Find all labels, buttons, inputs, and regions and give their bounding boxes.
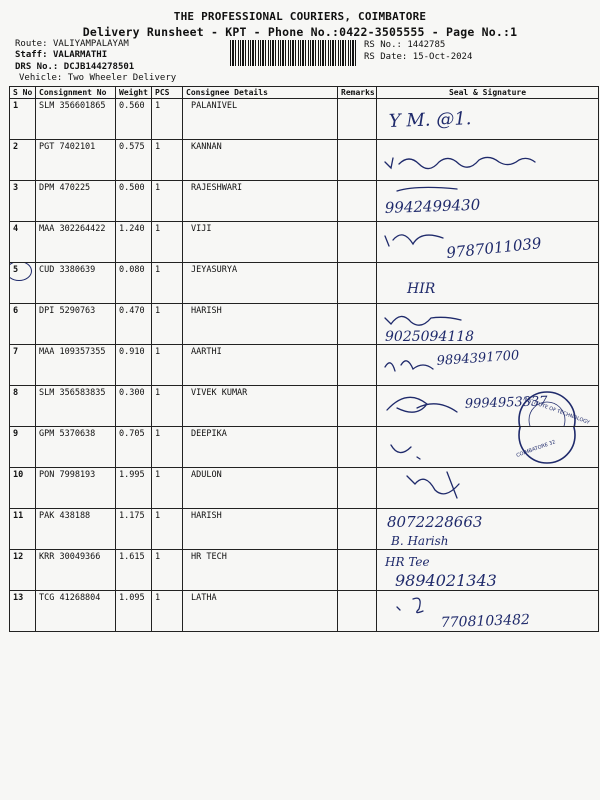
- sno-cell: 11: [10, 509, 36, 550]
- scribble-mark: [391, 445, 420, 459]
- consignment-cell: PAK 438188: [36, 509, 116, 550]
- handwritten-text: 7708103482: [440, 611, 531, 631]
- signature-cell: [377, 550, 599, 591]
- remarks-cell: [338, 468, 377, 509]
- rs-no-line: [364, 40, 445, 50]
- pcs-cell: 1: [152, 140, 183, 181]
- sno-cell: 5: [10, 263, 36, 304]
- handwritten-text: 9894391700: [436, 348, 520, 369]
- sno-cell: 7: [10, 345, 36, 386]
- rs-date-value: 15-Oct-2024: [412, 52, 473, 62]
- consignee-cell: VIVEK KUMAR: [183, 386, 338, 427]
- pcs-cell: 1: [152, 591, 183, 632]
- table-row: [10, 386, 599, 427]
- remarks-cell: [338, 345, 377, 386]
- sno-cell: 6: [10, 304, 36, 345]
- runsheet-subtitle: Delivery Runsheet - KPT - Phone No.:0422-3505555 - Page No.:1: [82, 25, 518, 39]
- sno-cell: 10: [10, 468, 36, 509]
- consignment-cell: SLM 356601865: [36, 99, 116, 140]
- consignment-cell: GPM 5370638: [36, 427, 116, 468]
- handwritten-text: 8072228663: [387, 513, 483, 531]
- pcs-cell: 1: [152, 386, 183, 427]
- remarks-cell: [338, 509, 377, 550]
- sno-cell: 13: [10, 591, 36, 632]
- remarks-cell: [338, 386, 377, 427]
- scribble-mark: [387, 397, 457, 412]
- handwritten-text: Y M. @1.: [388, 108, 472, 132]
- consignment-cell: SLM 356583835: [36, 386, 116, 427]
- scribble-mark: [385, 157, 535, 168]
- table-body: [10, 99, 599, 632]
- pcs-cell: 1: [152, 345, 183, 386]
- table-row: [10, 550, 599, 591]
- consignment-cell: TCG 41268804: [36, 591, 116, 632]
- drs-value: DCJB144278501: [63, 62, 135, 72]
- weight-cell: 0.300: [116, 386, 152, 427]
- handwritten-signature: [377, 181, 599, 221]
- consignment-cell: CUD 3380639: [36, 263, 116, 304]
- weight-cell: 0.560: [116, 99, 152, 140]
- scribble-mark: [397, 187, 457, 191]
- handwritten-signature: [377, 509, 599, 549]
- signature-cell: [377, 181, 599, 222]
- handwritten-text: 9894021343: [395, 571, 497, 590]
- sno-cell: 8: [10, 386, 36, 427]
- table-row: [10, 140, 599, 181]
- route-line: [15, 39, 129, 49]
- weight-cell: 1.175: [116, 509, 152, 550]
- scribble-mark: [385, 235, 443, 246]
- handwritten-signature: [377, 591, 599, 631]
- remarks-cell: [338, 591, 377, 632]
- scribble-mark: [397, 598, 423, 612]
- signature-cell: [377, 468, 599, 509]
- weight-cell: 0.470: [116, 304, 152, 345]
- handwritten-signature: [377, 222, 599, 262]
- weight-cell: 0.500: [116, 181, 152, 222]
- signature-cell: [377, 263, 599, 304]
- consignee-cell: VIJI: [183, 222, 338, 263]
- weight-cell: 1.240: [116, 222, 152, 263]
- handwritten-signature: [377, 345, 599, 385]
- scribble-mark: [385, 361, 433, 371]
- pcs-cell: 1: [152, 468, 183, 509]
- handwritten-text: B. Harish: [391, 534, 449, 548]
- remarks-cell: [338, 99, 377, 140]
- rs-date-label: RS Date:: [364, 52, 408, 62]
- consignment-cell: MAA 302264422: [36, 222, 116, 263]
- handwritten-signature: [377, 140, 599, 180]
- handwritten-text: 9994953337: [464, 394, 548, 412]
- col-header-weight: Weight: [116, 87, 152, 99]
- handwritten-signature: [377, 427, 599, 467]
- handwritten-text: HR Tee: [385, 555, 430, 569]
- route-label: Route:: [15, 39, 48, 49]
- table-row: [10, 509, 599, 550]
- consignee-cell: AARTHI: [183, 345, 338, 386]
- scribble-mark: [407, 472, 459, 498]
- sno-cell: 9: [10, 427, 36, 468]
- sno-cell: 2: [10, 140, 36, 181]
- consignee-cell: LATHA: [183, 591, 338, 632]
- signature-cell: [377, 140, 599, 181]
- consignment-cell: KRR 30049366: [36, 550, 116, 591]
- consignee-cell: ADULON: [183, 468, 338, 509]
- signature-cell: [377, 427, 599, 468]
- pcs-cell: 1: [152, 509, 183, 550]
- consignment-cell: DPI 5290763: [36, 304, 116, 345]
- col-header-signature: Seal & Signature: [377, 87, 599, 99]
- circled-mark: [10, 263, 33, 282]
- handwritten-signature: [377, 99, 599, 139]
- table-row: [10, 263, 599, 304]
- col-header-consignee: Consignee Details: [183, 87, 338, 99]
- staff-label: Staff:: [15, 50, 48, 60]
- pcs-cell: 1: [152, 427, 183, 468]
- vehicle-value: Two Wheeler Delivery: [67, 73, 177, 83]
- col-header-consignment: Consignment No: [36, 87, 116, 99]
- pcs-cell: 1: [152, 304, 183, 345]
- drs-label: DRS No.:: [15, 62, 59, 72]
- col-header-sno: S No: [10, 87, 36, 99]
- pcs-cell: 1: [152, 222, 183, 263]
- consignee-cell: RAJESHWARI: [183, 181, 338, 222]
- consignment-cell: DPM 470225: [36, 181, 116, 222]
- company-title: THE PROFESSIONAL COURIERS, COIMBATORE: [173, 10, 427, 23]
- table-header-row: [10, 87, 599, 99]
- staff-line: [15, 50, 107, 60]
- table-row: [10, 99, 599, 140]
- remarks-cell: [338, 222, 377, 263]
- table-row: [10, 345, 599, 386]
- remarks-cell: [338, 140, 377, 181]
- consignee-cell: PALANIVEL: [183, 99, 338, 140]
- rs-no-label: RS No.:: [364, 40, 402, 50]
- sno-cell: 3: [10, 181, 36, 222]
- signature-cell: [377, 99, 599, 140]
- handwritten-signature: [377, 304, 599, 344]
- table-row: [10, 468, 599, 509]
- pcs-cell: 1: [152, 99, 183, 140]
- weight-cell: 1.615: [116, 550, 152, 591]
- pcs-cell: 1: [152, 263, 183, 304]
- consignment-cell: PON 7998193: [36, 468, 116, 509]
- vehicle-label: Vehicle:: [19, 73, 63, 83]
- consignment-cell: MAA 109357355: [36, 345, 116, 386]
- pcs-cell: 1: [152, 181, 183, 222]
- vehicle-line: [19, 73, 176, 83]
- pcs-cell: 1: [152, 550, 183, 591]
- handwritten-text: 9025094118: [385, 329, 475, 344]
- col-header-remarks: Remarks: [338, 87, 377, 99]
- runsheet-table: [9, 86, 599, 632]
- consignment-cell: PGT 7402101: [36, 140, 116, 181]
- consignee-cell: JEYASURYA: [183, 263, 338, 304]
- scribble-mark: [385, 316, 461, 325]
- weight-cell: 0.910: [116, 345, 152, 386]
- sno-cell: 12: [10, 550, 36, 591]
- remarks-cell: [338, 181, 377, 222]
- handwritten-text: 9942499430: [384, 195, 481, 217]
- rs-no-value: 1442785: [407, 40, 446, 50]
- handwritten-text: HIR: [407, 281, 436, 297]
- remarks-cell: [338, 550, 377, 591]
- signature-cell: [377, 591, 599, 632]
- col-header-pcs: PCS: [152, 87, 183, 99]
- table-row: [10, 222, 599, 263]
- table-row: [10, 591, 599, 632]
- handwritten-signature: [377, 386, 599, 426]
- handwritten-signature: [377, 468, 599, 508]
- consignee-cell: KANNAN: [183, 140, 338, 181]
- consignee-cell: DEEPIKA: [183, 427, 338, 468]
- signature-cell: [377, 304, 599, 345]
- weight-cell: 0.575: [116, 140, 152, 181]
- weight-cell: 0.080: [116, 263, 152, 304]
- staff-value: VALARMATHI: [52, 50, 108, 60]
- drs-line: [15, 62, 134, 72]
- stamp-text-bottom: COIMBATORE 32: [515, 439, 557, 459]
- handwritten-signature: [377, 550, 599, 590]
- stamp-text-top: INSTITUTE OF TECHNOLOGY: [522, 396, 591, 426]
- table-row: [10, 181, 599, 222]
- rs-date-line: [364, 52, 472, 62]
- barcode-image: [230, 40, 358, 66]
- handwritten-text: 9787011039: [445, 234, 543, 262]
- signature-cell: [377, 509, 599, 550]
- consignee-cell: HARISH: [183, 304, 338, 345]
- signature-cell: [377, 222, 599, 263]
- sno-cell: 1: [10, 99, 36, 140]
- signature-cell: [377, 345, 599, 386]
- consignee-cell: HARISH: [183, 509, 338, 550]
- remarks-cell: [338, 263, 377, 304]
- signature-cell: [377, 386, 599, 427]
- table-row: [10, 304, 599, 345]
- weight-cell: 1.095: [116, 591, 152, 632]
- handwritten-signature: [377, 263, 599, 303]
- table-row: [10, 427, 599, 468]
- consignee-cell: HR TECH: [183, 550, 338, 591]
- route-value: VALIYAMPALAYAM: [52, 39, 129, 49]
- sno-cell: 4: [10, 222, 36, 263]
- remarks-cell: [338, 304, 377, 345]
- remarks-cell: [338, 427, 377, 468]
- weight-cell: 0.705: [116, 427, 152, 468]
- weight-cell: 1.995: [116, 468, 152, 509]
